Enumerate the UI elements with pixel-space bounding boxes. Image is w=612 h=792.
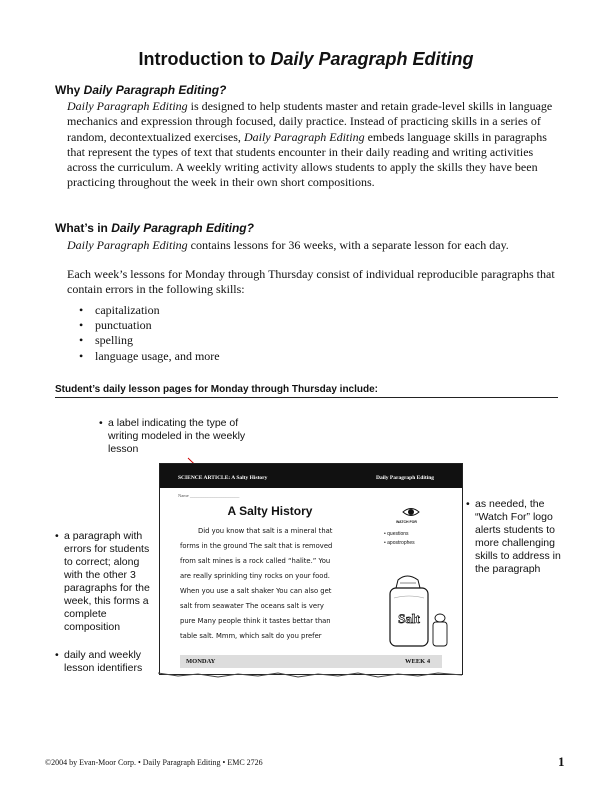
annotation-identifiers: • daily and weekly lesson identifiers <box>55 649 157 675</box>
paragraph-line: from salt mines is a rock called “halite.” You <box>180 557 331 565</box>
watch-for-list <box>384 530 415 548</box>
section-heading-why: Why Daily Paragraph Editing? <box>55 83 227 97</box>
sample-page-lesson-label: SCIENCE ARTICLE: A Salty History <box>178 475 268 481</box>
list-item: • spelling <box>79 333 220 348</box>
list-item: • questions <box>384 531 409 537</box>
paragraph-line: forms in the ground The salt that is removed <box>180 542 333 550</box>
shaker-label: Salt <box>398 611 420 626</box>
paragraph-line: Did you know that salt is a mineral that <box>198 527 333 535</box>
torn-edge-decoration <box>158 672 463 680</box>
list-item: • language usage, and more <box>79 349 220 364</box>
page-number: 1 <box>558 754 565 769</box>
paragraph-line: pure Many people think it tastes bettar than <box>180 617 331 625</box>
sample-page-week: WEEK 4 <box>405 658 431 665</box>
sample-lesson-page <box>159 463 463 675</box>
sample-page-book-title: Daily Paragraph Editing <box>376 475 435 481</box>
annotation-label: • a label indicating the type of writing modeled in the weekly lesson <box>99 417 249 456</box>
list-item: • capitalization <box>79 303 220 318</box>
eye-icon <box>401 504 421 520</box>
section-paragraph-why: Daily Paragraph Editing is designed to help students master and retain grade-level skills in language mechanics and expression through focused, daily practice. Instead of practicing skills in a series of random, decontextualized exercises, Daily Paragraph Editing embeds language skills in paragraphs that represent the types of text that students encounter in their daily reading and writing activities across the curriculum. A weekly writing activity allows students to apply the skills they have been practicing throughout the week in their own short compositions. <box>67 99 553 190</box>
sample-page-footer-bar <box>180 655 442 668</box>
paragraph-line: salt from seawater The oceans salt is very <box>180 602 324 610</box>
section-heading-lesson-pages: Student’s daily lesson pages for Monday through Thursday include: <box>55 384 378 395</box>
section-heading-whats-in: What’s in Daily Paragraph Editing? <box>55 221 254 235</box>
watch-for-logo-text: WATCH FOR <box>396 520 417 524</box>
sample-page-header <box>160 464 462 488</box>
sample-page-paragraph <box>180 524 375 644</box>
sample-page-name-field: Name ______________________ <box>178 493 240 498</box>
paragraph-line: table salt. Mmm, which salt do you prefer <box>180 632 322 640</box>
salt-shaker-illustration <box>382 568 454 650</box>
sample-page-day: MONDAY <box>186 658 216 665</box>
section-paragraph-contents: Daily Paragraph Editing contains lessons for 36 weeks, with a separate lesson for each day. <box>67 238 509 252</box>
annotation-watch-for: • as needed, the “Watch For” logo alerts students to more challenging skills to address in the paragraph <box>466 498 562 576</box>
list-item: • punctuation <box>79 318 220 333</box>
page-title: Introduction to Daily Paragraph Editing <box>138 49 474 69</box>
list-item: • apostrophes <box>384 540 415 546</box>
section-paragraph-skills-intro: Each week’s lessons for Monday through Thursday consist of individual reproducible paragraphs that contain errors in the following skills: <box>67 267 555 297</box>
annotation-paragraph: • a paragraph with errors for students to correct; along with the other 3 paragraphs for the week, this forms a complete composition <box>55 530 157 634</box>
paragraph-line: When you use a salt shaker You can also get <box>180 587 332 595</box>
sample-page-title: A Salty History <box>227 504 313 518</box>
paragraph-line: are really sprinkling tiny rocks on your food. <box>180 572 330 580</box>
page-footer: ©2004 by Evan-Moor Corp. • Daily Paragraph Editing • EMC 2726 <box>45 758 263 767</box>
